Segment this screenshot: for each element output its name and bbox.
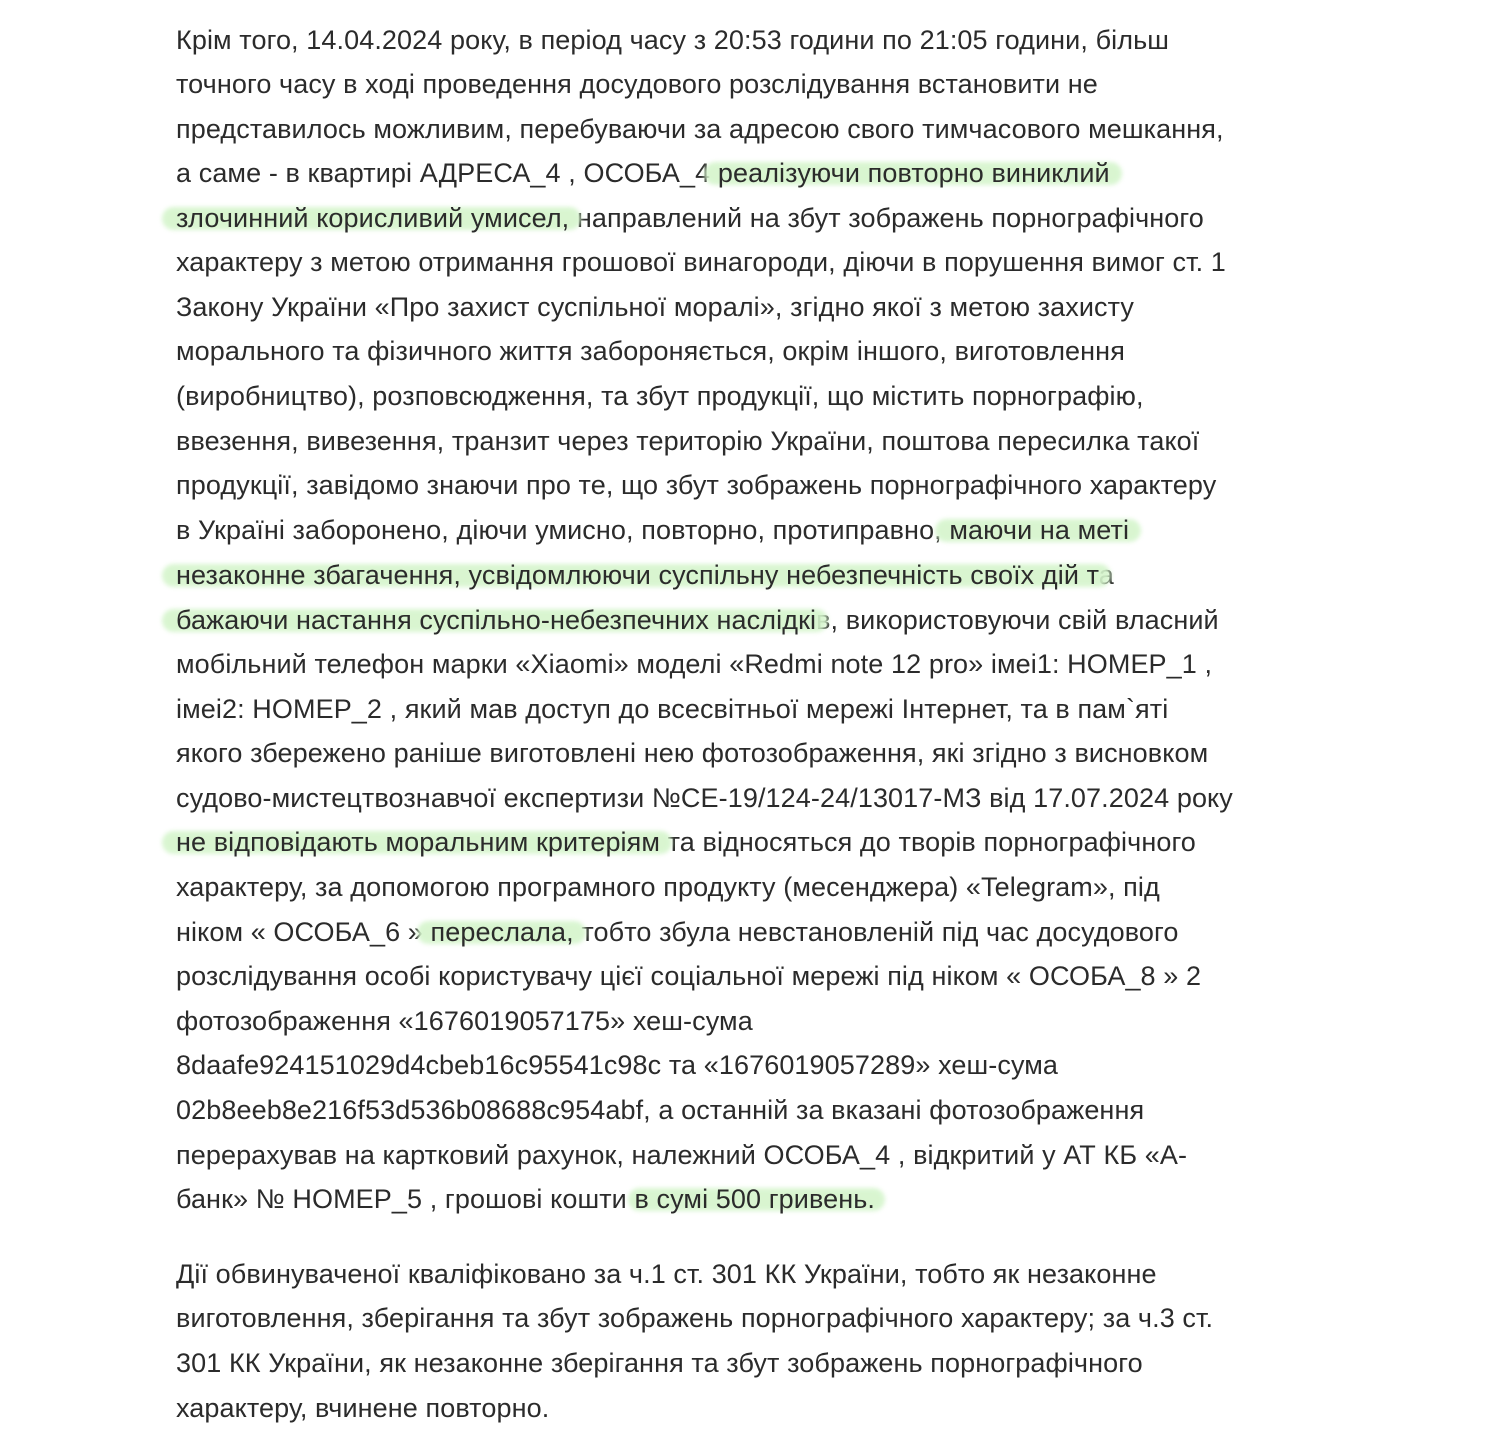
highlight-mark: переслала, bbox=[430, 917, 574, 947]
text-segment: 8daafe924151029d4cbeb16c95541c98c та «1676019057289» хеш-сума bbox=[176, 1050, 1059, 1080]
text-line bbox=[176, 1090, 1144, 1130]
text-line bbox=[176, 822, 1196, 862]
highlight-mark: не відповідають моральним критеріям bbox=[176, 827, 661, 857]
text-segment: імеі2: НОМЕР_2 , який мав доступ до всесвітньої мережі Інтернет, та в пам`яті bbox=[176, 694, 1169, 724]
text-segment: якого збережено раніше виготовлені нею фотозображення, які згідно з висновком bbox=[176, 738, 1209, 768]
text-segment: Дії обвинуваченої кваліфіковано за ч.1 ст. 301 КК України, тобто як незаконне bbox=[176, 1259, 1157, 1289]
text-line bbox=[176, 1179, 875, 1219]
text-line bbox=[176, 287, 1134, 327]
highlight-mark: маючи на меті bbox=[949, 515, 1130, 545]
text-line bbox=[176, 331, 1125, 371]
text-segment: 301 КК України, як незаконне зберігання та збут зображень порнографічного bbox=[176, 1348, 1143, 1378]
text-line bbox=[176, 1135, 1187, 1175]
highlight-mark: бажаючи настання суспільно-небезпечних наслідкі bbox=[176, 605, 817, 635]
text-segment: тобто збула невстановленій під час досудового bbox=[573, 917, 1179, 947]
highlight-mark: в сумі 500 гривень. bbox=[634, 1184, 876, 1214]
text-line bbox=[176, 109, 1224, 149]
text-line bbox=[176, 1388, 549, 1428]
text-segment: та відносяться до творів порнографічного bbox=[660, 827, 1196, 857]
text-line bbox=[176, 20, 1169, 60]
text-line bbox=[176, 644, 1212, 684]
text-segment: характеру з метою отримання грошової винагороди, діючи в порушення вимог ст. 1 bbox=[176, 247, 1226, 277]
text-segment: ввезення, вивезення, транзит через територію України, поштова пересилка такої bbox=[176, 426, 1200, 456]
text-line bbox=[176, 867, 1160, 907]
text-line bbox=[176, 555, 1114, 595]
text-segment: точного часу в ході проведення досудового розслідування встановити не bbox=[176, 69, 1098, 99]
text-segment: розслідування особі користувачу цієї соціальної мережі під ніком « ОСОБА_8 » 2 bbox=[176, 961, 1202, 991]
text-segment: характеру, за допомогою програмного продукту (месенджера) «Telegram», під bbox=[176, 872, 1160, 902]
text-segment: а bbox=[1098, 560, 1114, 590]
text-segment: (виробництво), розповсюдження, та збут продукції, що містить порнографію, bbox=[176, 381, 1144, 411]
text-line bbox=[176, 1343, 1143, 1383]
text-line bbox=[176, 956, 1201, 996]
text-line bbox=[176, 421, 1199, 461]
text-segment: ніком « ОСОБА_6 » bbox=[176, 917, 431, 947]
text-line bbox=[176, 1254, 1157, 1294]
text-segment: направлений на збут зображень порнографічного bbox=[569, 203, 1204, 233]
text-segment: морального та фізичного життя забороняється, окрім іншого, виготовлення bbox=[176, 336, 1125, 366]
text-line bbox=[176, 1298, 1213, 1338]
text-segment: фотозображення «1676019057175» хеш-сума bbox=[176, 1006, 753, 1036]
text-line bbox=[176, 778, 1233, 818]
text-segment: банк» № НОМЕР_5 , грошові кошти bbox=[176, 1184, 635, 1214]
text-line bbox=[176, 1001, 753, 1041]
text-line bbox=[176, 1045, 1058, 1085]
text-line bbox=[176, 198, 1204, 238]
text-segment: судово-мистецтвознавчої експертизи №СЕ-19/124-24/13017-МЗ від 17.07.2024 року bbox=[176, 783, 1233, 813]
text-line bbox=[176, 376, 1144, 416]
text-line bbox=[176, 465, 1216, 505]
text-segment: представилось можливим, перебуваючи за адресою свого тимчасового мешкання, bbox=[176, 114, 1224, 144]
text-line bbox=[176, 689, 1168, 729]
text-segment: перерахував на картковий рахунок, належний ОСОБА_4 , відкритий у АТ КБ «А- bbox=[176, 1140, 1188, 1170]
text-segment: Закону України «Про захист суспільної моралі», згідно якої з метою захисту bbox=[176, 292, 1135, 322]
highlight-mark: злочинний корисливий умисел, bbox=[176, 203, 570, 233]
text-segment: в Україні заборонено, діючи умисно, повторно, протиправно, bbox=[176, 515, 950, 545]
text-segment: мобільний телефон марки «Xiaomi» моделі «Redmi note 12 pro» імеі1: НОМЕР_1 , bbox=[176, 649, 1213, 679]
text-segment: а саме - в квартирі АДРЕСА_4 , ОСОБА_4 bbox=[176, 158, 718, 188]
highlight-mark: незаконне збагачення, усвідомлюючи суспільну небезпечність своїх дій т bbox=[176, 560, 1099, 590]
text-line bbox=[176, 912, 1179, 952]
text-segment: виготовлення, зберігання та збут зображень порнографічного характеру; за ч.3 ст. bbox=[176, 1303, 1214, 1333]
text-line bbox=[176, 242, 1226, 282]
text-line bbox=[176, 64, 1098, 104]
text-segment: в, використовуючи свій власний bbox=[816, 605, 1219, 635]
text-segment: продукції, завідомо знаючи про те, що збут зображень порнографічного характеру bbox=[176, 470, 1217, 500]
text-segment: 02b8eeb8e216f53d536b08688c954abf, а останній за вказані фотозображення bbox=[176, 1095, 1145, 1125]
text-line bbox=[176, 510, 1129, 550]
text-segment: характеру, вчинене повторно. bbox=[176, 1393, 550, 1423]
text-line bbox=[176, 733, 1208, 773]
highlight-mark: реалізуючи повторно виниклий bbox=[717, 158, 1110, 188]
text-line bbox=[176, 153, 1110, 193]
text-line bbox=[176, 600, 1219, 640]
text-segment: Крім того, 14.04.2024 року, в період часу з 20:53 години по 21:05 години, більш bbox=[176, 25, 1170, 55]
